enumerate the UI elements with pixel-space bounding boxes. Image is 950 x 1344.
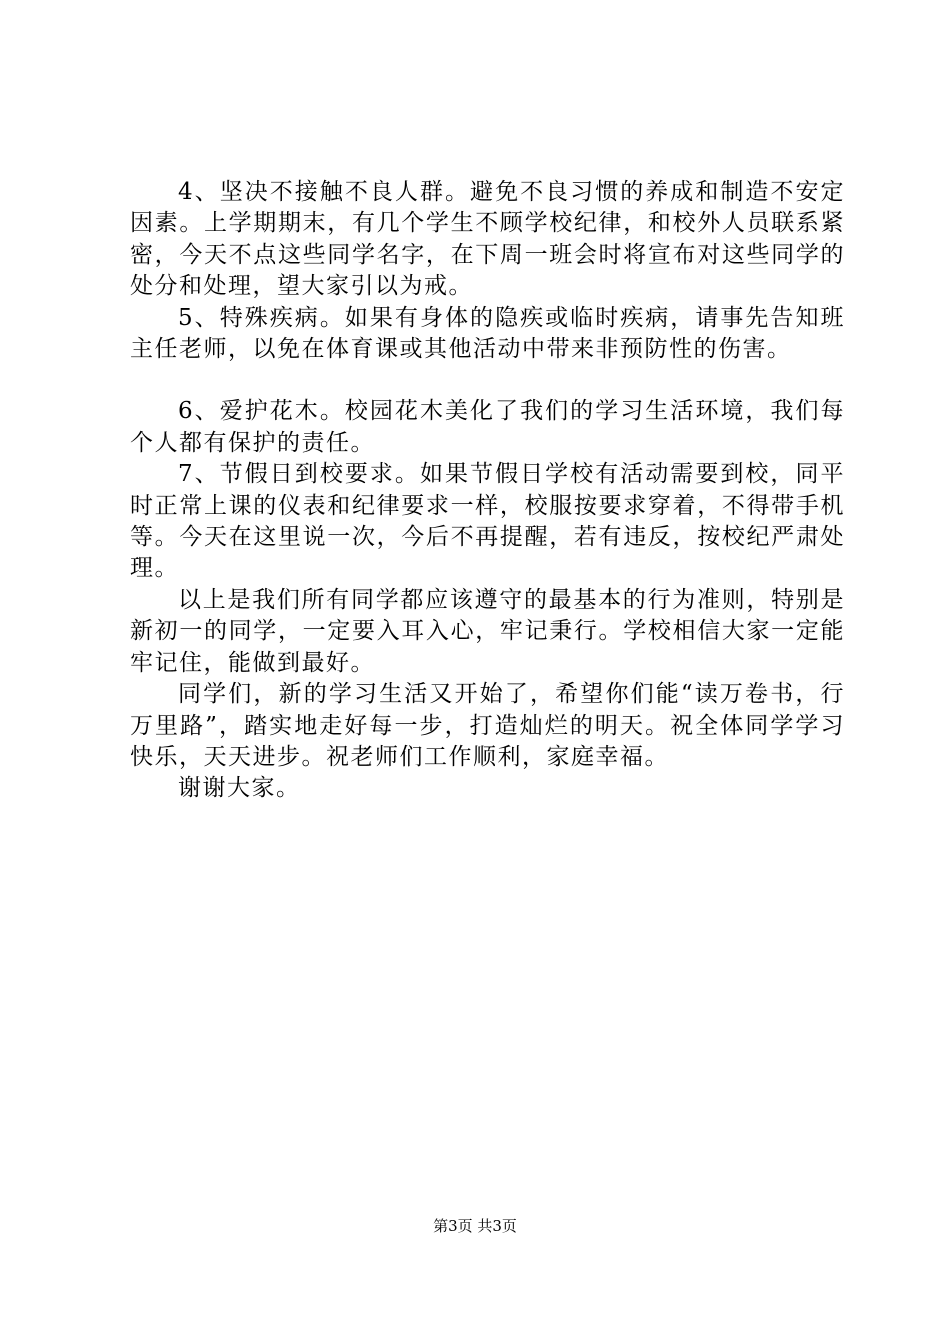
page-number-footer: 第3页 共3页 xyxy=(433,1217,517,1235)
paragraph-item-7: 7、节假日到校要求。如果节假日学校有活动需要到校，同平时正常上课的仪表和纪律要求一样，校服按要求穿着，不得带手机等。今天在这里说一次，今后不再提醒，若有违反，按校纪严肃处理。 xyxy=(130,461,845,582)
paragraph-item-5: 5、特殊疾病。如果有身体的隐疾或临时疾病，请事先告知班主任老师，以免在体育课或其他活动中带来非预防性的伤害。 xyxy=(130,304,845,363)
paragraph-item-6: 6、爱护花木。校园花木美化了我们的学习生活环境，我们每个人都有保护的责任。 xyxy=(130,398,845,456)
paragraph-thanks: 谢谢大家。 xyxy=(178,775,301,802)
paragraph-summary: 以上是我们所有同学都应该遵守的最基本的行为准则，特别是新初一的同学，一定要入耳入心，牢记秉行。学校相信大家一定能牢记住，能做到最好。 xyxy=(130,586,845,676)
paragraph-item-4: 4、坚决不接触不良人群。避免不良习惯的养成和制造不安定因素。上学期期末，有几个学生不顾学校纪律，和校外人员联系紧密，今天不点这些同学名字，在下周一班会时将宣布对这些同学的处分和处理，望大家引以为戒。 xyxy=(130,179,845,300)
paragraph-closing-wishes: 同学们，新的学习生活又开始了，希望你们能“读万卷书，行万里路”，踏实地走好每一步，打造灿烂的明天。祝全体同学学习快乐，天天进步。祝老师们工作顺利，家庭幸福。 xyxy=(130,681,845,770)
document-body xyxy=(130,177,845,805)
